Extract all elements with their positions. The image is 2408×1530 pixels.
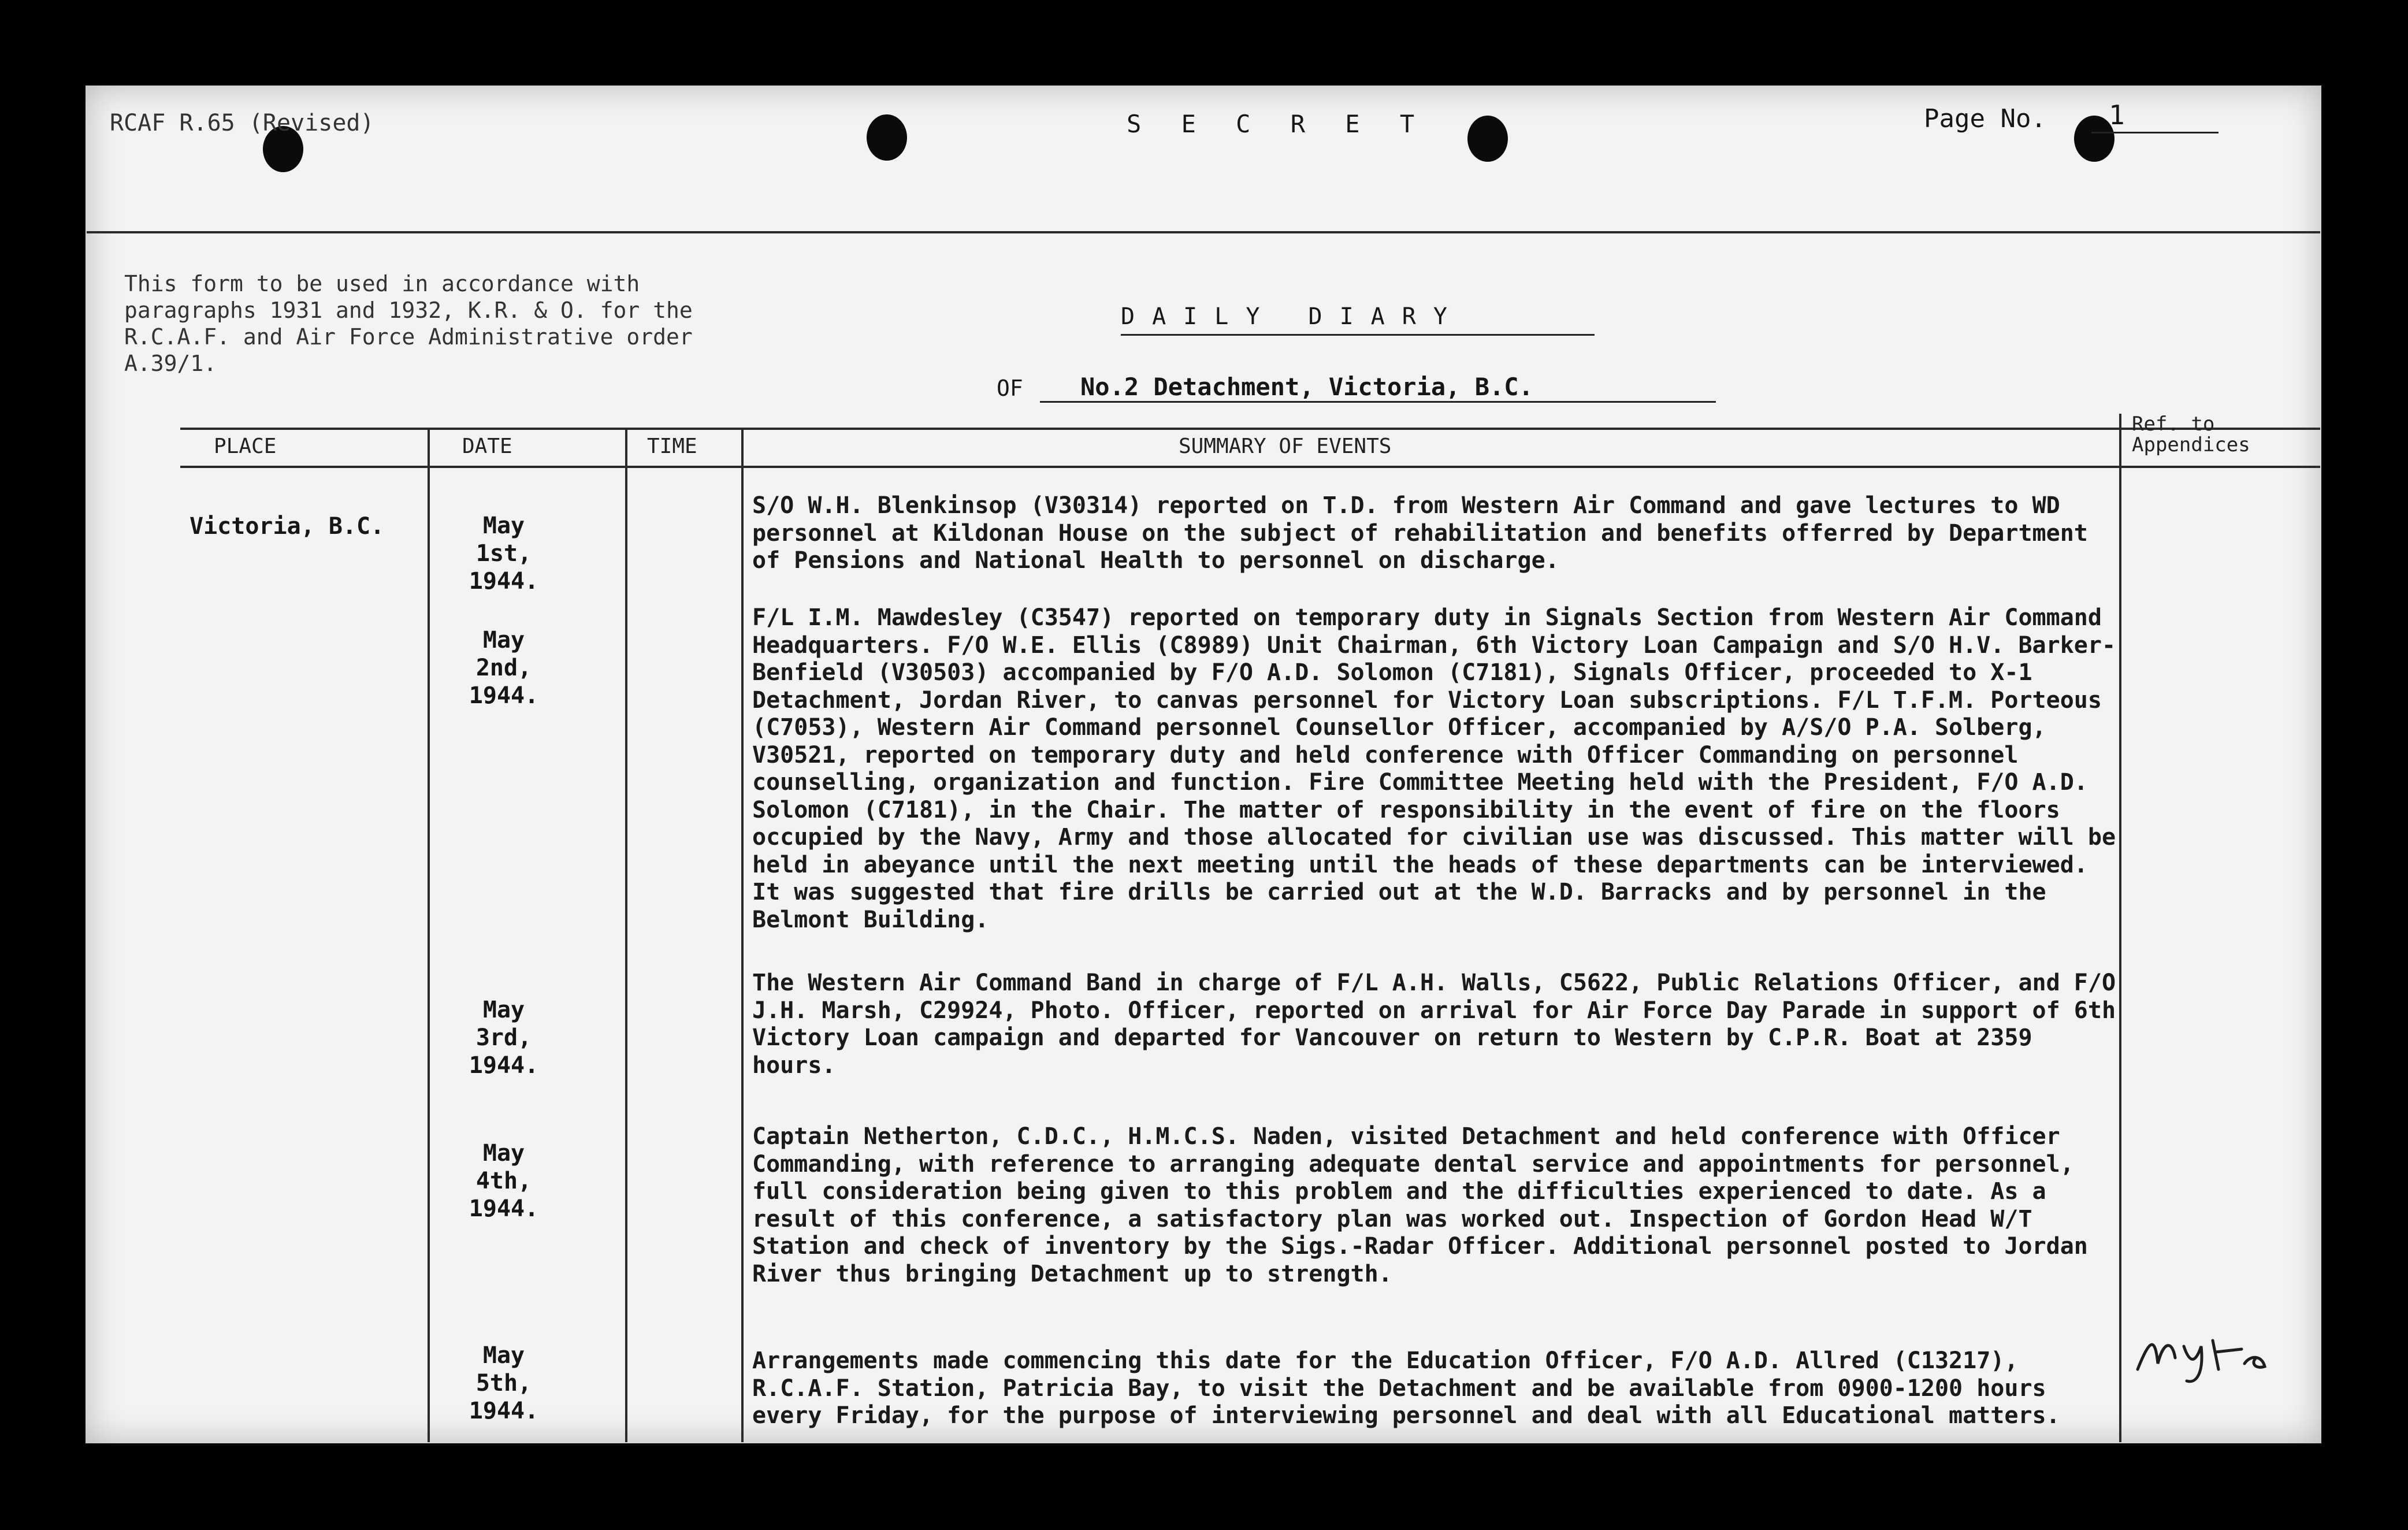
- entry-date-day: May 1st,: [475, 513, 532, 567]
- entry-date: [452, 626, 556, 710]
- entry-date: [452, 1139, 556, 1223]
- col-divider-place: [428, 428, 430, 1442]
- diary-title-underline: [1121, 334, 1595, 336]
- entry-date-day: May 4th,: [475, 1140, 532, 1194]
- entry-summary: F/L I.M. Mawdesley (C3547) reported on temporary duty in Signals Section from Western Air Command Headquarters. F/O W.E. Ellis (C8989) Unit Chairman, 6th Victory Loan Campaign and S/O H.V. Barker-Benfield (V30503) accompanied by F/O A.D. Solomon (C7181), Signals Officer, proceeded to X-1 Detachment, Jordan River, to canvas personnel for Victory Loan subscriptions. F/L T.F.M. Porteous (C7053), Western Air Command personnel Counsellor Officer, accompanied by A/S/O P.A. Solberg, V30521, reported on temporary duty and held conference with Officer Commanding on personnel counselling, organization and function. Fire Committee Meeting held with the President, F/O A.D. Solomon (C7181), in the Chair. The matter of responsibility in the event of fire on the floors occupied by the Navy, Army and those allocated for civilian use was discussed. This matter will be held in abeyance until the next meeting until the heads of these departments can be interviewed. It was suggested that fire drills be carried out at the W.D. Barracks and by personnel in the Belmont Building.: [752, 604, 2116, 933]
- entry-date: [452, 512, 556, 595]
- unit-name-underline: [1040, 401, 1716, 403]
- entry-date-year: 1944.: [469, 1195, 539, 1222]
- header-rule: [87, 231, 2320, 233]
- handwritten-initials: [2132, 1323, 2282, 1387]
- entry-date-day: May 2nd,: [475, 627, 532, 681]
- col-divider-date: [625, 428, 627, 1442]
- page-number-underline: [2091, 132, 2219, 133]
- entry-date-year: 1944.: [469, 568, 539, 595]
- unit-name: No.2 Detachment, Victoria, B.C.: [1080, 373, 1533, 401]
- column-header-time: TIME: [647, 435, 697, 458]
- table-head-rule: [180, 466, 2320, 468]
- entry-date-year: 1944.: [469, 682, 539, 709]
- page-number: 1: [2109, 99, 2125, 131]
- place-cell: Victoria, B.C.: [189, 513, 385, 540]
- entry-summary: Captain Netherton, C.D.C., H.M.C.S. Naden, visited Detachment and held conference with Officer Commanding, with reference to arranging adequate dental service and appointments for personnel, full consideration being given to this problem and the difficulties experienced to date. As a result of this conference, a satisfactory plan was worked out. Inspection of Gordon Head W/T Station and check of inventory by the Sigs.-Radar Officer. Additional personnel posted to Jordan River thus bringing Detachment up to strength.: [752, 1123, 2088, 1287]
- classification-stamp: S E C R E T: [1127, 110, 1428, 138]
- entry-summary: S/O W.H. Blenkinsop (V30314) reported on T.D. from Western Air Command and gave lectures to WD personnel at Kildonan House on the subject of rehabilitation and benefits offerred by Department of Pensions and National Health to personnel on discharge.: [752, 492, 2088, 574]
- entry-date-year: 1944.: [469, 1398, 539, 1424]
- entry-date-day: May 5th,: [475, 1342, 532, 1397]
- column-header-summary: SUMMARY OF EVENTS: [1179, 435, 1392, 458]
- form-code: RCAF R.65 (Revised): [110, 110, 374, 136]
- column-header-place: PLACE: [214, 435, 277, 458]
- entry-date-day: May 3rd,: [475, 997, 532, 1051]
- table-top-rule: [180, 428, 2320, 430]
- entry-summary: Arrangements made commencing this date for the Education Officer, F/O A.D. Allred (C13217), R.C.A.F. Station, Patricia Bay, to visit the Detachment and be available from 0900-1200 hours every Friday, for the purpose of interviewing personnel and deal with all Educational matters.: [752, 1347, 2060, 1429]
- diary-title: DAILY DIARY: [1121, 303, 1465, 330]
- punch-hole-3: [1467, 116, 1508, 162]
- entry-date: [452, 996, 556, 1079]
- page-label: Page No.: [1924, 104, 2046, 133]
- of-label: OF: [997, 376, 1023, 401]
- col-divider-time: [741, 428, 744, 1442]
- entry-summary: The Western Air Command Band in charge of F/L A.H. Walls, C5622, Public Relations Officer, and F/O J.H. Marsh, C29924, Photo. Officer, reported on arrival for Air Force Day Parade in support of 6th Victory Loan campaign and departed for Vancouver on return to Western by C.P.R. Boat at 2359 hours.: [752, 970, 2116, 1079]
- column-header-ref: Ref. to Appendices: [2132, 413, 2250, 456]
- column-header-date: DATE: [462, 435, 512, 458]
- entry-date-year: 1944.: [469, 1052, 539, 1079]
- entry-date: [452, 1342, 556, 1425]
- punch-hole-2: [867, 114, 907, 161]
- form-instructions: This form to be used in accordance with paragraphs 1931 and 1932, K.R. & O. for the R.C.A.F. and Air Force Administrative order A.39/1.: [124, 271, 693, 376]
